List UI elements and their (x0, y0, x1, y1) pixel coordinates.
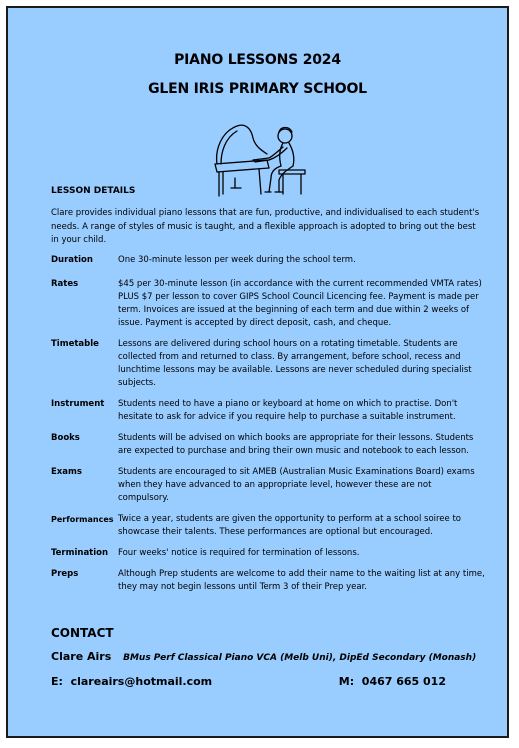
email-address[interactable]: clareairs@hotmail.com (70, 675, 213, 688)
detail-text: Students need to have a piano or keyboard at home on which to practise. Don't hesitate to ask for advice if you require help to purchase a suitable instrument. (118, 399, 458, 422)
mobile-label: M: (338, 675, 355, 688)
detail-label: Preps (51, 569, 79, 579)
detail-label: Duration (51, 255, 93, 265)
detail-label: Books (51, 433, 80, 443)
detail-text: Students will be advised on which books are appropriate for their lessons. Students are expected to purchase and bring their own music and notebook to each lesson. (118, 433, 474, 456)
detail-row-performances (51, 513, 485, 547)
detail-row-duration (51, 254, 485, 278)
contact-heading: CONTACT (51, 626, 114, 640)
detail-row-books (51, 432, 485, 466)
detail-text: One 30-minute lesson per week during the school term. (118, 255, 356, 265)
piano-player-icon (209, 120, 311, 202)
detail-row-preps (51, 568, 485, 602)
detail-row-timetable (51, 338, 485, 398)
detail-text: Students are encouraged to sit AMEB (Australian Music Examinations Board) exams when they have advanced to an appropriate level, however these are not compulsory. (118, 467, 475, 503)
detail-text: Lessons are delivered during school hours on a rotating timetable. Students are collected from and returned to class. By arrangement, before school, recess and lunchtime lessons may be available. Lessons are never scheduled during specialist subjects. (118, 339, 472, 388)
flyer-page (6, 6, 509, 738)
detail-row-instrument (51, 398, 485, 432)
detail-label: Instrument (51, 399, 105, 409)
school-name: GLEN IRIS PRIMARY SCHOOL (148, 81, 367, 97)
detail-label: Rates (51, 279, 79, 289)
lesson-details-heading: LESSON DETAILS (51, 186, 136, 196)
contact-mobile-line (339, 675, 446, 688)
detail-label: Performances (51, 515, 114, 524)
detail-text: Twice a year, students are given the opportunity to perform at a school soiree to showcase their talents. These performances are optional but encouraged. (118, 514, 462, 537)
detail-label: Timetable (51, 339, 99, 349)
intro-paragraph: Clare provides individual piano lessons that are fun, productive, and individualised to each student's needs. A range of styles of music is taught, and a flexible approach is adopted to bring out the best in your child. (51, 208, 480, 245)
detail-label: Exams (51, 467, 82, 477)
contact-qualifications: BMus Perf Classical Piano VCA (Melb Uni), DipEd Secondary (Monash) (123, 653, 477, 663)
contact-name: Clare Airs (51, 650, 112, 663)
detail-row-exams (51, 466, 485, 513)
page-title: PIANO LESSONS 2024 (174, 52, 341, 68)
detail-row-termination (51, 547, 485, 568)
detail-label: Termination (51, 548, 109, 558)
email-label: E: (51, 675, 63, 688)
detail-text: $45 per 30-minute lesson (in accordance with the current recommended VMTA rates) PLUS $7 per lesson to cover GIPS School Council Licencing fee. Payment is made per term. Invoices are issued at the beginning of each term and due within 2 weeks of issue. Payment is accepted by direct deposit, cash, and cheque. (118, 279, 482, 328)
contact-email-line (51, 675, 212, 688)
contact-name-line (51, 650, 476, 663)
lesson-details-list (51, 254, 485, 602)
detail-text: Although Prep students are welcome to add their name to the waiting list at any time, they may not begin lessons until Term 3 of their Prep year. (118, 569, 485, 592)
detail-row-rates (51, 278, 485, 338)
detail-text: Four weeks' notice is required for termination of lessons. (118, 548, 360, 558)
mobile-number[interactable]: 0467 665 012 (361, 675, 446, 688)
